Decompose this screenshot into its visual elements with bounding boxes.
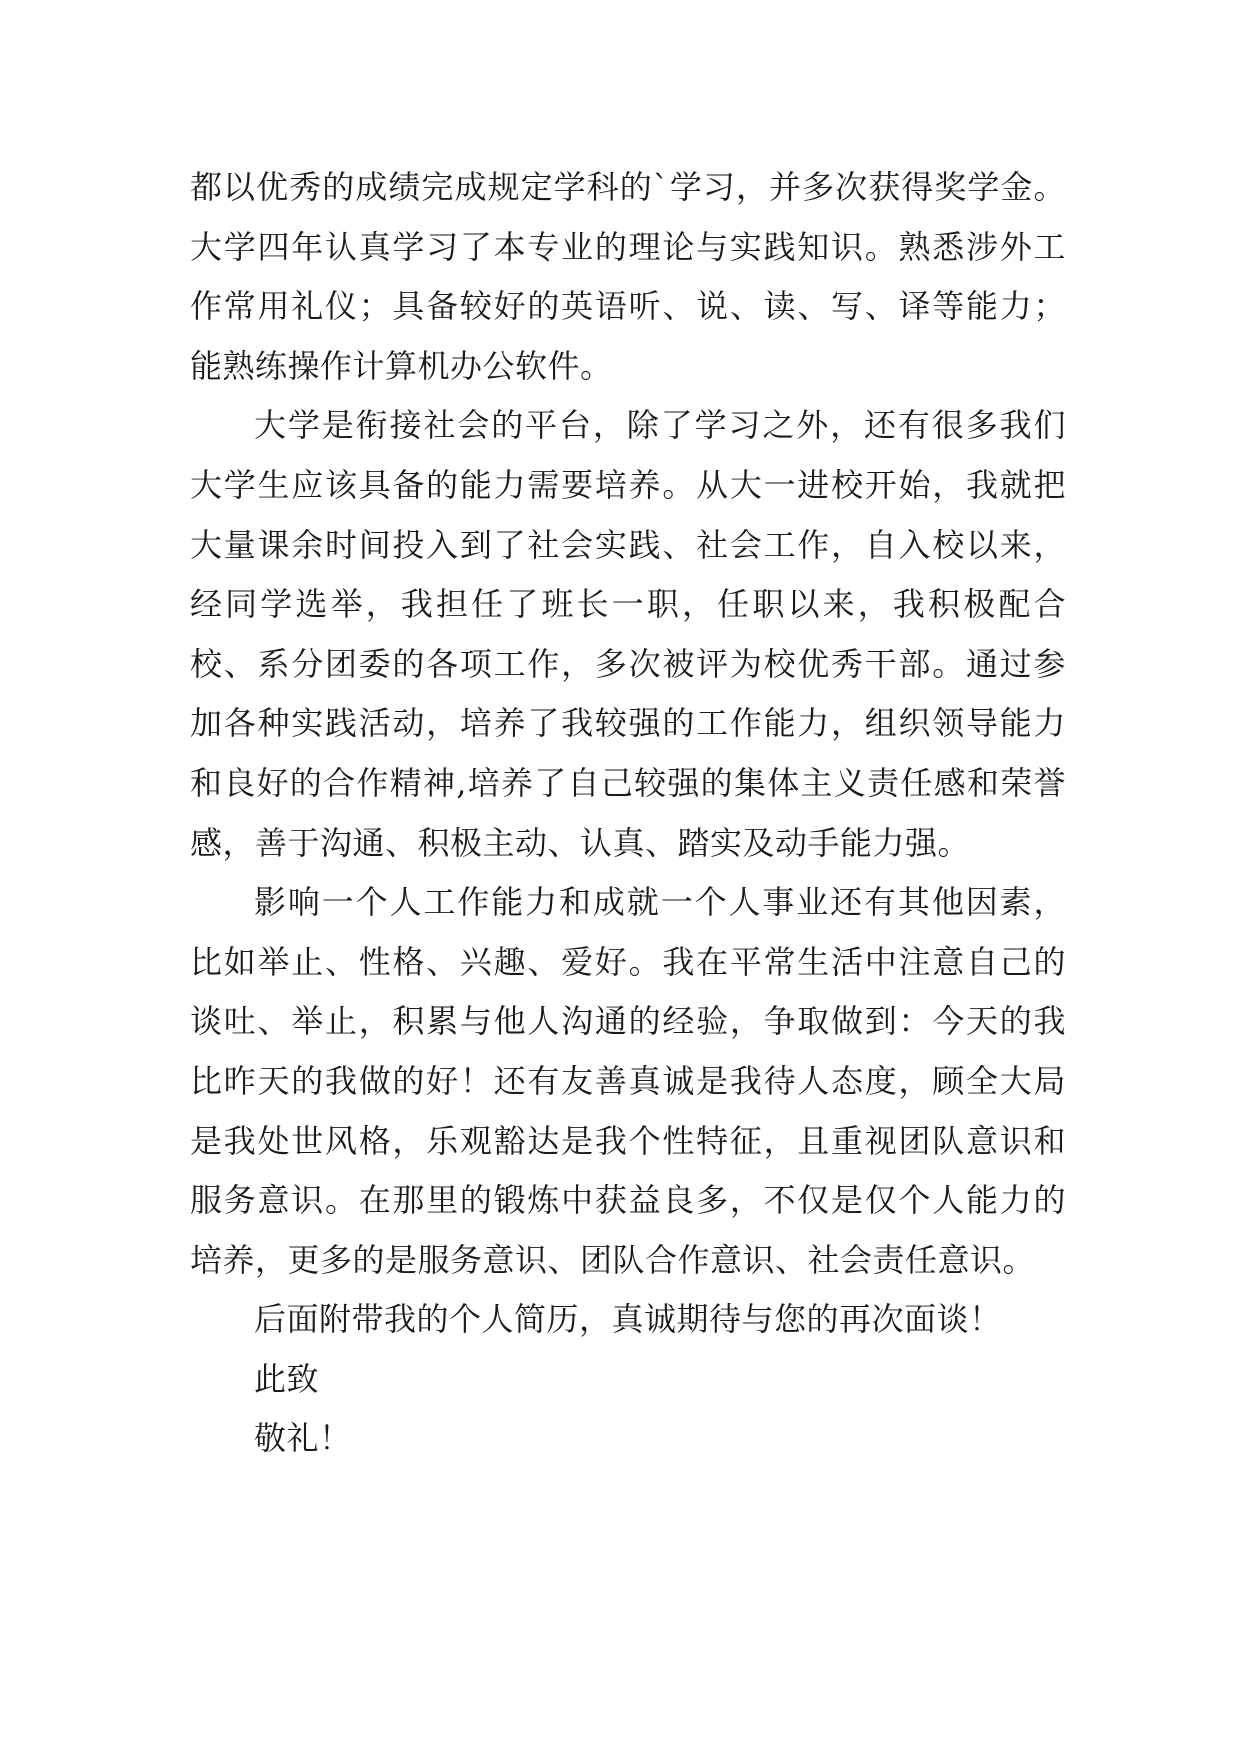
closing-salutation: 此致	[254, 1359, 320, 1398]
paragraph-academics: 都以优秀的成绩完成规定学科的`学习，并多次获得奖学金。大学四年认真学习了本专业的理论与实践知识。熟悉涉外工作常用礼仪；具备较好的英语听、说、读、写、译等能力；能熟练操作计算机办公软件。	[190, 168, 1066, 385]
closing-regards: 敬礼！	[254, 1419, 352, 1458]
paragraph-closing-remark: 后面附带我的个人简历，真诚期待与您的再次面谈！	[254, 1300, 1002, 1339]
paragraph-activities: 大学是衔接社会的平台，除了学习之外，还有很多我们大学生应该具备的能力需要培养。从大一进校开始，我就把大量课余时间投入到了社会实践、社会工作，自入校以来，经同学选举，我担任了班长一职，任职以来，我积极配合校、系分团委的各项工作，多次被评为校优秀干部。通过参加各种实践活动，培养了我较强的工作能力，组织领导能力和良好的合作精神,培养了自己较强的集体主义责任感和荣誉感，善于沟通、积极主动、认真、踏实及动手能力强。	[190, 406, 1066, 862]
paragraph-personality: 影响一个人工作能力和成就一个人事业还有其他因素，比如举止、性格、兴趣、爱好。我在平常生活中注意自己的谈吐、举止，积累与他人沟通的经验，争取做到：今天的我比昨天的我做的好！还有友善真诚是我待人态度，顾全大局是我处世风格，乐观豁达是我个性特征，且重视团队意识和服务意识。在那里的锻炼中获益良多，不仅是仅个人能力的培养，更多的是服务意识、团队合作意识、社会责任意识。	[190, 883, 1066, 1279]
letter-body	[190, 158, 1066, 1469]
